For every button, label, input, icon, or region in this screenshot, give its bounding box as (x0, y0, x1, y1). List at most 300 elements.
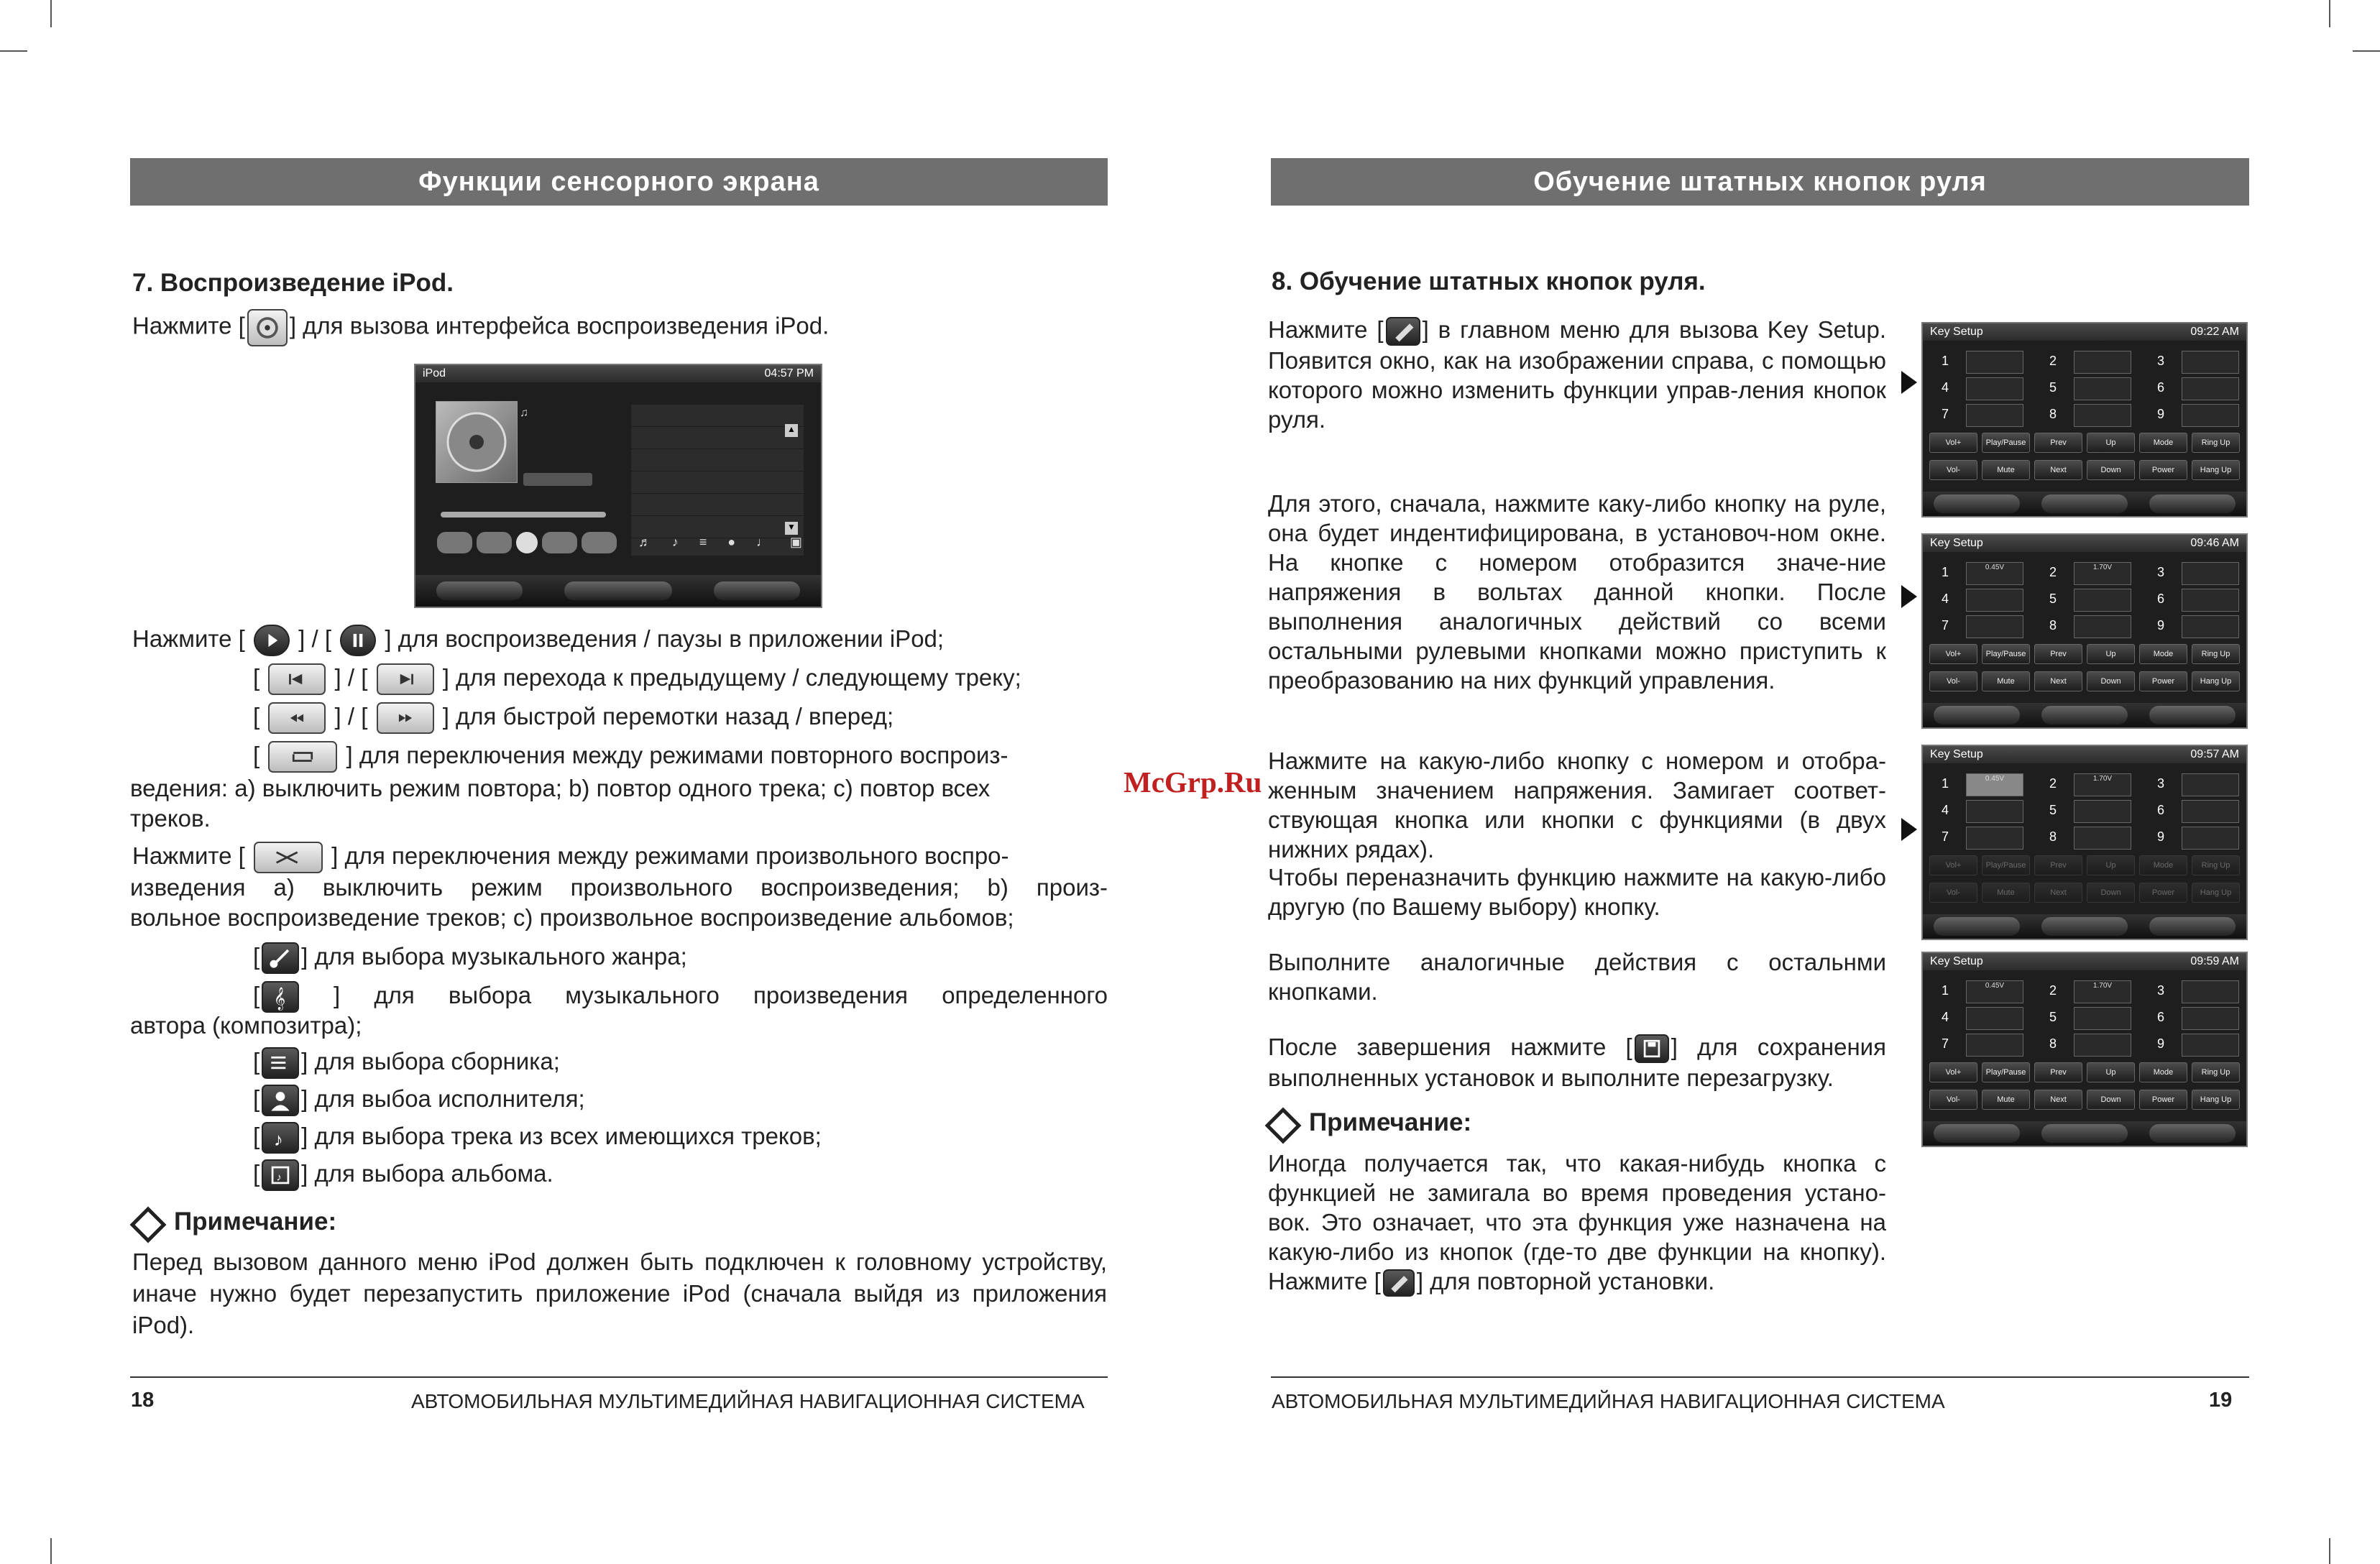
function-button[interactable]: Hang Up (2192, 883, 2240, 903)
paragraph-2: Для этого, сначала, нажмите каку-либо кнопку на руле, она будет индентифицирована, в установоч-ном окне. На кнопке с номером отобразится значе-ние напряжения в вольтах данной кнопки. После выполнения аналогичных действий со всеми остальными рулевыми кнопками можно приступить к преобразованию на них функций управления. (1268, 490, 1886, 694)
key-slot (1923, 799, 2031, 822)
function-button[interactable]: Mode (2139, 1062, 2187, 1082)
key-number: 1 (1942, 776, 1949, 791)
section-title: 7. Воспроизведение iPod. (132, 269, 454, 297)
key-number: 4 (1942, 803, 1949, 817)
function-button[interactable]: Ring Up (2192, 855, 2240, 875)
key-number: 1 (1942, 354, 1949, 368)
album-icon (262, 1159, 299, 1191)
key-voltage-button[interactable] (2074, 589, 2131, 612)
key-voltage-button[interactable] (1966, 351, 2023, 374)
save-icon[interactable] (1934, 706, 2020, 724)
ipod-status-bar (415, 365, 821, 382)
key-slot (1923, 1006, 2031, 1029)
key-slot (2031, 772, 2138, 795)
key-setup-screenshot (1921, 745, 2248, 940)
home-icon[interactable] (2041, 706, 2128, 724)
key-slot (2138, 772, 2246, 795)
playlist-line: [ ] для выбора сборника; (253, 1046, 560, 1079)
function-button[interactable]: Play/Pause (1982, 855, 2030, 875)
key-number: 6 (2157, 1010, 2165, 1024)
repeat-shuffle-buttons[interactable] (523, 473, 592, 486)
key-voltage-button[interactable]: 1.70V (2074, 773, 2131, 796)
key-number: 3 (2157, 354, 2165, 368)
key-slot (2138, 614, 2246, 637)
section-title: 8. Обучение штатных кнопок руля. (1272, 267, 1706, 295)
key-number: 8 (2049, 407, 2057, 421)
prev-next-line: [ ] / [ ] для перехода к предыдущему / следующему треку; (253, 663, 1021, 695)
function-button[interactable]: Mode (2139, 433, 2187, 453)
function-button[interactable]: Mute (1982, 671, 2030, 691)
key-voltage-button[interactable]: 1.70V (2074, 562, 2131, 585)
key-setup-bottom-bar (1923, 1121, 2246, 1146)
album-icon[interactable]: ▣ (789, 535, 802, 549)
ipod-bottom-bar (415, 575, 821, 607)
key-number: 9 (2157, 829, 2165, 844)
shuffle-line-2: изведения а) выключить режим произвольного воспроизведения; b) произ- (130, 874, 1108, 901)
key-number: 8 (2049, 829, 2057, 844)
key-voltage-button[interactable]: 0.45V (1966, 562, 2023, 585)
function-button-row (1923, 1062, 2246, 1082)
key-number: 2 (2049, 983, 2057, 998)
key-number: 3 (2157, 983, 2165, 998)
function-button[interactable]: Ring Up (2192, 1062, 2240, 1082)
function-button[interactable]: Up (2087, 644, 2135, 664)
artist-line: [ ] для выбоа исполнителя; (253, 1084, 585, 1116)
artist-icon[interactable]: ● (727, 535, 736, 549)
album-line: [ ♪ ] для выбора альбома. (253, 1159, 553, 1191)
page-number: 19 (2209, 1389, 2233, 1412)
shuffle-icon (254, 842, 323, 873)
key-voltage-button[interactable]: 1.70V (2074, 980, 2131, 1003)
function-button[interactable]: Next (2034, 1090, 2082, 1110)
function-button[interactable]: Vol+ (1929, 1062, 1977, 1082)
key-slot (2138, 1006, 2246, 1029)
function-button[interactable]: Power (2139, 460, 2187, 480)
key-voltage-button[interactable] (2182, 1007, 2239, 1030)
function-button[interactable]: Next (2034, 671, 2082, 691)
next-button[interactable] (542, 532, 577, 553)
key-number: 4 (1942, 380, 1949, 395)
function-button[interactable]: Hang Up (2192, 671, 2240, 691)
steering-key-icon (1383, 1269, 1415, 1297)
key-setup-title: Key Setup (1930, 326, 1983, 338)
key-setup-time: 09:59 AM (2190, 955, 2239, 967)
key-voltage-button[interactable] (1966, 377, 2023, 400)
key-slot (2031, 979, 2138, 1002)
song-line: [ ♪ ] для выбора трека из всех имеющихся треков; (253, 1121, 822, 1154)
key-setup-screenshot (1921, 533, 2248, 729)
key-voltage-button[interactable] (2182, 1034, 2239, 1057)
key-voltage-button[interactable] (2074, 827, 2131, 850)
paragraph-3: Нажмите на какую-либо кнопку с номером и отобра-женным значением напряжения. Замигает соответ-ствующая кнопка или кнопки с функциями (в двух нижних рядах). (1268, 748, 1886, 862)
function-button[interactable]: Mode (2139, 855, 2187, 875)
shuffle-line-3: вольное воспроизведение треков; c) произвольное воспроизведение альбомов; (130, 904, 1014, 931)
forward-button[interactable] (582, 532, 617, 553)
key-number-row (1923, 614, 2246, 637)
function-button[interactable]: Down (2087, 883, 2135, 903)
key-slot (1923, 979, 2031, 1002)
function-button[interactable]: Prev (2034, 1062, 2082, 1082)
play-button[interactable] (516, 532, 538, 553)
key-setup-bottom-bar (1923, 914, 2246, 939)
key-number: 6 (2157, 592, 2165, 606)
key-voltage-button[interactable] (2182, 827, 2239, 850)
repeat-line-2: ведения: а) выключить режим повтора; b) повтор одного трека; c) повтор всех (130, 775, 991, 801)
key-voltage-button[interactable] (2182, 615, 2239, 638)
key-setup-title: Key Setup (1930, 748, 1983, 760)
guitar-icon (262, 942, 299, 974)
function-button[interactable]: Vol- (1929, 460, 1977, 480)
shuffle-line: Нажмите [ ] для переключения между режимами произвольного воспро- (132, 841, 1009, 873)
key-slot (2031, 1032, 2138, 1055)
key-slot (2031, 799, 2138, 822)
key-voltage-button[interactable] (2182, 562, 2239, 585)
key-voltage-button[interactable] (2182, 377, 2239, 400)
key-slot (1923, 587, 2031, 610)
function-button[interactable]: Vol- (1929, 883, 1977, 903)
diamond-icon (130, 1206, 167, 1243)
key-number: 3 (2157, 776, 2165, 791)
composer-line-1: ] для выбора музыкального произведения определенного (334, 982, 1108, 1008)
key-number: 7 (1942, 407, 1949, 421)
key-voltage-button[interactable] (2182, 773, 2239, 796)
arrow-right-icon (1901, 371, 1917, 394)
key-voltage-button[interactable] (2182, 980, 2239, 1003)
back-icon[interactable] (2149, 706, 2236, 724)
key-number: 5 (2049, 380, 2057, 395)
key-voltage-button[interactable]: 0.45V (1966, 980, 2023, 1003)
playlist-icon[interactable]: ≡ (699, 535, 707, 549)
key-voltage-button[interactable] (2182, 404, 2239, 427)
fast-forward-icon (377, 702, 434, 734)
key-number-row (1923, 1006, 2246, 1029)
function-button-row (1923, 855, 2246, 875)
key-slot (1923, 349, 2031, 372)
key-slot (2031, 825, 2138, 848)
key-slot (2138, 376, 2246, 399)
section-header: Обучение штатных кнопок руля (1271, 158, 2249, 206)
key-slot (1923, 402, 2031, 426)
progress-bar[interactable] (441, 512, 606, 518)
save-icon (1635, 1034, 1669, 1063)
key-slot (2138, 587, 2246, 610)
playback-controls (437, 532, 617, 553)
album-art (436, 401, 518, 483)
rewind-icon (268, 702, 326, 734)
svg-text:♪: ♪ (276, 1172, 282, 1184)
function-button-row (1923, 460, 2246, 480)
key-number: 2 (2049, 776, 2057, 791)
back-icon[interactable] (2149, 1124, 2236, 1143)
key-setup-status-bar (1923, 953, 2246, 970)
function-button[interactable]: Power (2139, 1090, 2187, 1110)
genre-line: [ ] для выбора музыкального жанра; (253, 942, 687, 974)
key-voltage-button[interactable] (2074, 351, 2131, 374)
paragraph-4: Чтобы переназначить функцию нажмите на какую-либо другую (по Вашему выбору) кнопку. (1268, 864, 1886, 920)
track-list[interactable] (631, 405, 804, 556)
key-setup-bottom-bar (1923, 492, 2246, 516)
music-note-icon: ♫ (520, 407, 528, 419)
key-voltage-button[interactable] (2074, 377, 2131, 400)
key-number: 2 (2049, 354, 2057, 368)
key-voltage-button[interactable] (2074, 404, 2131, 427)
function-button[interactable]: Vol- (1929, 671, 1977, 691)
function-button[interactable]: Ring Up (2192, 644, 2240, 664)
key-number: 2 (2049, 565, 2057, 579)
save-icon[interactable] (1934, 917, 2020, 936)
function-button-row (1923, 644, 2246, 664)
key-slot (1923, 1032, 2031, 1055)
footer-rule (130, 1376, 1108, 1378)
repeat-icon (268, 741, 337, 773)
footer-text: АВТОМОБИЛЬНАЯ МУЛЬТИМЕДИЙНАЯ НАВИГАЦИОННАЯ СИСТЕМА (1272, 1390, 1945, 1412)
save-icon[interactable] (1934, 494, 2020, 513)
key-number: 9 (2157, 1036, 2165, 1051)
home-icon[interactable] (2041, 917, 2128, 936)
function-button[interactable]: Vol+ (1929, 433, 1977, 453)
key-number: 5 (2049, 1010, 2057, 1024)
key-setup-time: 09:22 AM (2190, 326, 2239, 338)
note-text: Перед вызовом данного меню iPod должен быть подключен к головному устройству, иначе нужно будет перезапустить приложение iPod (сначала выйдя из приложения iPod). (132, 1248, 1107, 1338)
key-slot (2031, 614, 2138, 637)
key-number-row (1923, 376, 2246, 399)
note-heading: Примечание: (127, 1208, 336, 1240)
composer-line-2: автора (композитра); (130, 1012, 362, 1039)
arrow-right-icon (1901, 818, 1917, 841)
key-number: 7 (1942, 829, 1949, 844)
key-slot (1923, 825, 2031, 848)
pause-icon (340, 625, 376, 656)
key-slot (2031, 587, 2138, 610)
key-slot (2031, 376, 2138, 399)
arrow-right-icon (1901, 585, 1917, 608)
key-voltage-button[interactable] (2182, 351, 2239, 374)
key-slot (1923, 561, 2031, 584)
function-button[interactable]: Play/Pause (1982, 1062, 2030, 1082)
key-number: 1 (1942, 565, 1949, 579)
function-button[interactable]: Up (2087, 855, 2135, 875)
function-button[interactable]: Hang Up (2192, 1090, 2240, 1110)
key-voltage-button[interactable] (1966, 827, 2023, 850)
key-slot (2031, 349, 2138, 372)
function-button-row (1923, 1090, 2246, 1110)
repeat-line-3: треков. (130, 805, 211, 832)
genre-icon[interactable]: ♬ (638, 535, 651, 549)
function-button[interactable]: Hang Up (2192, 460, 2240, 480)
key-number: 6 (2157, 380, 2165, 395)
key-setup-status-bar (1923, 746, 2246, 763)
playlist-icon (262, 1047, 299, 1079)
key-voltage-button[interactable] (2074, 1007, 2131, 1030)
key-number: 7 (1942, 1036, 1949, 1051)
key-number-row (1923, 561, 2246, 584)
function-button[interactable]: Mute (1982, 460, 2030, 480)
rewind-button[interactable] (437, 532, 472, 553)
key-setup-time: 09:57 AM (2190, 748, 2239, 760)
key-voltage-button[interactable] (2074, 800, 2131, 823)
key-setup-screenshot (1921, 952, 2248, 1147)
function-button[interactable]: Down (2087, 1090, 2135, 1110)
key-number: 4 (1942, 592, 1949, 606)
key-voltage-button[interactable] (1966, 1034, 2023, 1057)
key-number-row (1923, 979, 2246, 1002)
key-slot (2138, 979, 2246, 1002)
key-slot (2031, 561, 2138, 584)
function-button[interactable]: Play/Pause (1982, 433, 2030, 453)
key-voltage-button[interactable] (2182, 589, 2239, 612)
key-number: 8 (2049, 618, 2057, 632)
watermark: McGrp.Ru (1124, 765, 1262, 799)
save-icon[interactable] (1934, 1124, 2020, 1143)
key-setup-time: 09:46 AM (2190, 537, 2239, 549)
ipod-app-icon (247, 309, 288, 346)
ipod-screen-title: iPod (423, 367, 446, 380)
key-number: 9 (2157, 618, 2165, 632)
key-number-row (1923, 349, 2246, 372)
key-voltage-button[interactable] (1966, 404, 2023, 427)
play-pause-line: Нажмите [ ] / [ ] для воспроизведения / паузы в приложении iPod; (132, 624, 944, 656)
key-number: 3 (2157, 565, 2165, 579)
key-setup-status-bar (1923, 323, 2246, 341)
key-voltage-button[interactable] (1966, 1007, 2023, 1030)
key-number: 8 (2049, 1036, 2057, 1051)
key-number: 5 (2049, 592, 2057, 606)
key-voltage-button[interactable] (2074, 615, 2131, 638)
function-button[interactable]: Mute (1982, 883, 2030, 903)
ipod-screen-time: 04:57 PM (764, 367, 814, 380)
svg-text:♪: ♪ (274, 1130, 283, 1151)
key-number: 9 (2157, 407, 2165, 421)
key-number-row (1923, 825, 2246, 848)
home-icon[interactable] (564, 581, 672, 600)
key-slot (2031, 1006, 2138, 1029)
key-number-row (1923, 799, 2246, 822)
function-button[interactable]: Vol+ (1929, 644, 1977, 664)
key-slot (2138, 561, 2246, 584)
key-slot (2138, 825, 2246, 848)
svg-text:𝄞: 𝄞 (274, 987, 286, 1010)
paragraph-1: Нажмите [ ] в главном меню для вызова Key Setup. Появится окно, как на изображении справа, с помощью которого можно изменить функции управ-ления кнопок руля. (1268, 316, 1886, 433)
footer-rule (1271, 1376, 2249, 1378)
rewind-forward-line: [ ] / [ ] для быстрой перемотки назад / вперед; (253, 702, 893, 734)
artist-icon (262, 1085, 299, 1116)
key-slot (1923, 614, 2031, 637)
function-button[interactable]: Ring Up (2192, 433, 2240, 453)
prev-button[interactable] (477, 532, 512, 553)
key-number-row (1923, 1032, 2246, 1055)
function-button[interactable]: Prev (2034, 433, 2082, 453)
key-number: 4 (1942, 1010, 1949, 1024)
footer-text: АВТОМОБИЛЬНАЯ МУЛЬТИМЕДИЙНАЯ НАВИГАЦИОННАЯ СИСТЕМА (411, 1390, 1085, 1412)
function-button[interactable]: Prev (2034, 855, 2082, 875)
key-number: 1 (1942, 983, 1949, 998)
music-note-icon (262, 1122, 299, 1154)
section-header: Функции сенсорного экрана (130, 158, 1108, 206)
key-setup-bottom-bar (1923, 703, 2246, 727)
key-setup-status-bar (1923, 535, 2246, 552)
note-heading: Примечание: (1262, 1108, 1471, 1141)
key-voltage-button[interactable]: 0.45V (1966, 773, 2023, 796)
function-button[interactable]: Mute (1982, 1090, 2030, 1110)
key-slot (2138, 349, 2246, 372)
song-icon[interactable]: ♩ (756, 535, 770, 549)
steering-key-icon (1386, 317, 1420, 346)
key-setup-title: Key Setup (1930, 955, 1983, 967)
key-voltage-button[interactable] (2182, 800, 2239, 823)
back-icon[interactable] (2149, 917, 2236, 936)
function-button[interactable]: Down (2087, 671, 2135, 691)
function-button[interactable]: Vol+ (1929, 855, 1977, 875)
back-icon[interactable] (436, 581, 523, 600)
function-button[interactable]: Down (2087, 460, 2135, 480)
intro-line: Нажмите [ ] для вызова интерфейса воспроизведения iPod. (132, 309, 829, 346)
home-icon[interactable] (2041, 1124, 2128, 1143)
key-number: 5 (2049, 803, 2057, 817)
previous-track-icon (268, 663, 326, 695)
key-slot (2031, 402, 2138, 426)
key-voltage-button[interactable] (1966, 589, 2023, 612)
key-slot (2138, 799, 2246, 822)
key-number: 6 (2157, 803, 2165, 817)
ipod-screenshot (414, 364, 822, 608)
key-number-row (1923, 587, 2246, 610)
function-button[interactable]: Power (2139, 883, 2187, 903)
function-button[interactable]: Next (2034, 883, 2082, 903)
next-track-icon (377, 663, 434, 695)
function-button[interactable]: Next (2034, 460, 2082, 480)
play-icon (254, 625, 290, 656)
key-number-row (1923, 772, 2246, 795)
composer-icon[interactable]: ♪ (671, 535, 679, 549)
function-button[interactable]: Up (2087, 433, 2135, 453)
paragraph-5: Выполните аналогичные действия с остальнми кнопками. (1268, 949, 1886, 1005)
function-button-row (1923, 671, 2246, 691)
function-button[interactable]: Up (2087, 1062, 2135, 1082)
paragraph-6: После завершения нажмите [ ] для сохранения выполненных установок и выполните перезагрузку. (1268, 1034, 1886, 1092)
right-page (1190, 0, 2380, 1564)
scroll-down-icon[interactable]: ▼ (785, 522, 798, 535)
composer-line: [ 𝄞 (253, 980, 301, 1013)
home-icon[interactable] (2041, 494, 2128, 513)
key-voltage-button[interactable] (2074, 1034, 2131, 1057)
key-number: 7 (1942, 618, 1949, 632)
key-slot (2138, 1032, 2246, 1055)
function-button[interactable]: Prev (2034, 644, 2082, 664)
key-number-row (1923, 402, 2246, 426)
back-icon[interactable] (2149, 494, 2236, 513)
function-button[interactable]: Vol- (1929, 1090, 1977, 1110)
treble-clef-icon (262, 981, 299, 1013)
function-button[interactable]: Power (2139, 671, 2187, 691)
function-button[interactable]: Play/Pause (1982, 644, 2030, 664)
key-voltage-button[interactable] (1966, 615, 2023, 638)
scroll-up-icon[interactable]: ▲ (785, 424, 798, 437)
key-voltage-button[interactable] (1966, 800, 2023, 823)
key-setup-screenshot (1921, 322, 2248, 518)
diamond-icon (1265, 1107, 1302, 1144)
page-number: 18 (131, 1389, 155, 1412)
note-text: Иногда получается так, что какая-нибудь кнопка с функцией не замигала во время проведения устано-вок. Это означает, что эта функция уже назначена на какую-либо из кнопок (где-то две функции на кнопку). Нажмите [ ] для повторной установки. (1268, 1149, 1886, 1297)
key-slot (2138, 402, 2246, 426)
function-button[interactable]: Mode (2139, 644, 2187, 664)
function-button-row (1923, 433, 2246, 453)
function-button-row (1923, 883, 2246, 903)
mute-icon[interactable] (714, 581, 800, 600)
key-slot (1923, 376, 2031, 399)
repeat-line: [ ] для переключения между режимами повторного воспроиз- (253, 740, 1008, 773)
key-slot (1923, 772, 2031, 795)
